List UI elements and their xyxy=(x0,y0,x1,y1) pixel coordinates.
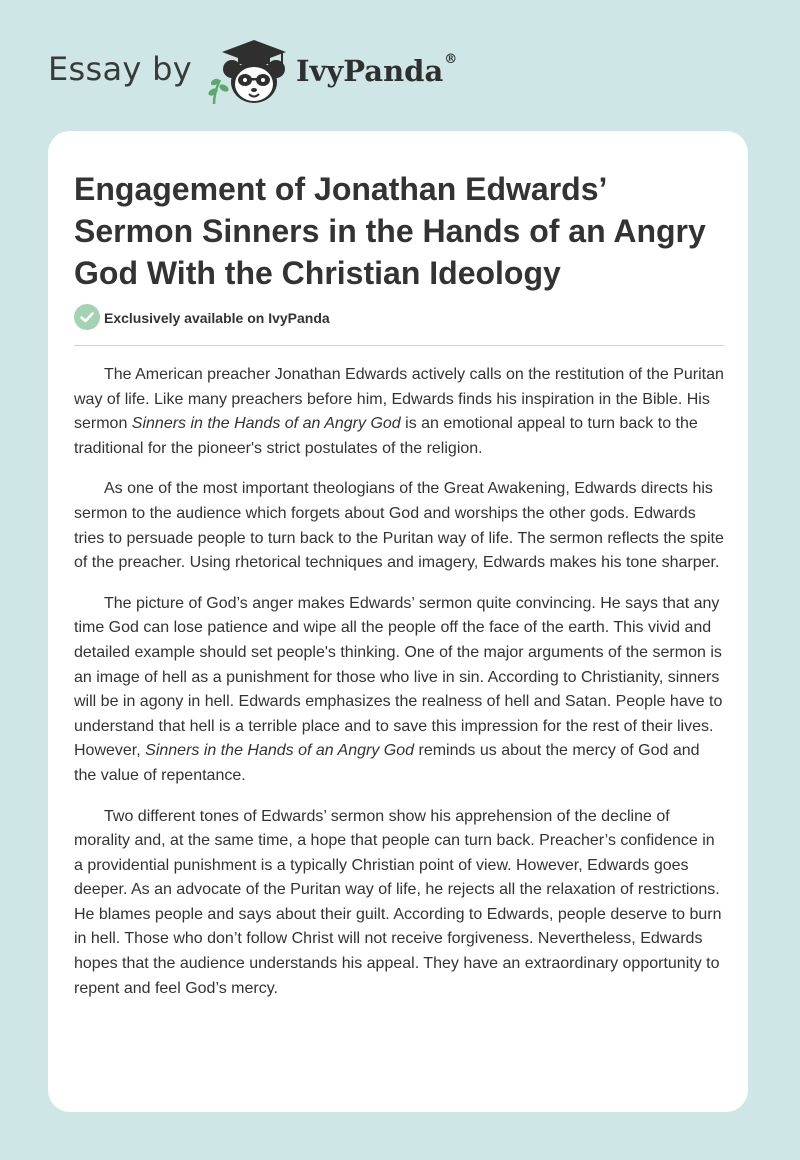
essay-paragraph xyxy=(74,805,724,1002)
page-title: Engagement of Jonathan Edwards’ Sermon Sinners in the Hands of an Angry God With the Christian Ideology xyxy=(74,171,706,291)
sermon-title-italic: Sinners in the Hands of an Angry God xyxy=(131,415,401,433)
registered-mark: ® xyxy=(444,52,458,67)
paragraph-text: The picture of God’s anger makes Edwards’ sermon quite convincing. He says that any time God can lose patience and wipe all the people off the face of the earth. This vivid and detailed example should set people's thinking. One of the major arguments of the sermon is an image of hell as a punishment for those who live in sin. According to Christianity, sinners will be in agony in hell. Edwards emphasizes the realness of hell and Satan. People have to understand that hell is a terrible place and to save this impression for the rest of their lives. However, xyxy=(74,594,723,760)
check-circle-icon xyxy=(74,304,100,330)
brand-prefix: Essay by xyxy=(48,50,192,88)
badge-label: Exclusively available on IvyPanda xyxy=(104,310,330,326)
panda-logo-icon xyxy=(204,36,294,108)
paragraph-text: As one of the most important theologians of the Great Awakening, Edwards directs his sermon to the audience which forgets about God and worships the other gods. Edwards tries to persuade people to turn back to the Puritan way of life. The sermon reflects the spite of the preacher. Using rhetorical techniques and imagery, Edwards makes his tone sharper. xyxy=(74,480,724,572)
essay-paragraph xyxy=(74,592,724,789)
brand-header[interactable] xyxy=(48,36,488,108)
paragraph-text: reminds us about the mercy of God and the value of repentance. xyxy=(74,742,700,784)
essay-paragraph xyxy=(74,363,724,461)
essay-card xyxy=(48,131,748,1112)
divider xyxy=(74,345,724,346)
paragraph-text: The American preacher Jonathan Edwards actively calls on the restitution of the Puritan way of life. Like many preachers before him, Edwards finds his inspiration in the Bible. His sermon xyxy=(74,366,724,433)
essay-paragraph xyxy=(74,477,724,575)
paragraph-text: is an emotional appeal to turn back to the traditional for the pioneer's strict postulates of the religion. xyxy=(74,415,698,457)
paragraph-text: Two different tones of Edwards’ sermon show his apprehension of the decline of morality and, at the same time, a hope that people can turn back. Preacher’s confidence in a providential punishment is a typically Christian point of view. However, Edwards goes deeper. As an advocate of the Puritan way of life, he rejects all the relaxation of restrictions. He blames people and says about their guilt. According to Edwards, people deserve to burn in hell. Those who don’t follow Christ will not receive forgiveness. Nevertheless, Edwards hopes that the audience understands his appeal. They have an extraordinary opportunity to repent and feel God’s mercy. xyxy=(74,807,722,997)
availability-badge xyxy=(74,304,474,330)
brand-name: IvyPanda® xyxy=(296,52,458,88)
essay-body xyxy=(74,363,724,1017)
sermon-title-italic: Sinners in the Hands of an Angry God xyxy=(145,742,415,760)
